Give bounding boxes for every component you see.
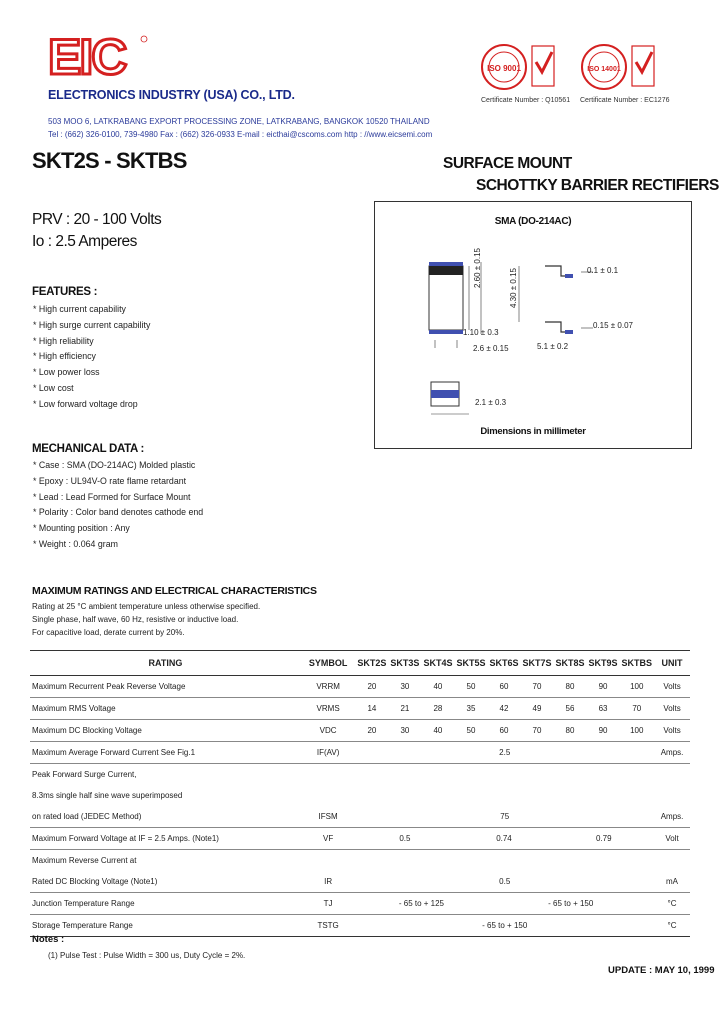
row-label: Maximum Average Forward Current See Fig.1 <box>30 742 301 764</box>
cell-value: 30 <box>388 676 421 698</box>
package-drawing <box>405 252 655 422</box>
cert1-seal-label: ISO 9001 <box>487 64 521 73</box>
table-row-vf <box>30 828 690 850</box>
package-outline-box <box>374 201 692 449</box>
cell-value: 14 <box>355 698 388 720</box>
cell-value: 60 <box>487 676 520 698</box>
row-label: on rated load (JEDEC Method) <box>30 806 301 828</box>
row-label: 8.3ms single half sine wave superimposed <box>32 791 183 800</box>
row-symbol: VDC <box>301 720 356 742</box>
mechanical-item: * Lead : Lead Formed for Surface Mount <box>33 490 203 506</box>
cell-value: 63 <box>587 698 620 720</box>
feature-item: * High reliability <box>33 334 150 350</box>
logo-text: EIC <box>48 34 126 80</box>
cell-value: 35 <box>454 698 487 720</box>
package-name: SMA (DO-214AC) <box>494 216 572 227</box>
mechanical-item: * Polarity : Color band denotes cathode end <box>33 505 203 521</box>
row-label: Maximum RMS Voltage <box>30 698 301 720</box>
table-row-ir-2 <box>30 871 690 893</box>
row-symbol: IF(AV) <box>301 742 356 764</box>
feature-item: * High surge current capability <box>33 318 150 334</box>
cell-value: 70 <box>620 698 655 720</box>
col-header: SKTBS <box>620 651 655 676</box>
cell-value: 0.5 <box>355 828 454 850</box>
row-unit: Volts <box>654 720 690 742</box>
eic-logo <box>48 34 148 80</box>
row-symbol: IFSM <box>301 806 356 828</box>
product-title: SKT2S - SKTBS <box>32 148 187 173</box>
cert2-caption: Certificate Number : EC1276 <box>580 97 670 104</box>
company-contact: Tel : (662) 326-0100, 739-4980 Fax : (662) 326-0933 E-mail : eicthai@cscoms.com http : //www.eicsemi.com <box>48 130 433 139</box>
row-unit: Volts <box>654 676 690 698</box>
table-row-ifav <box>30 742 690 764</box>
note-1: (1) Pulse Test : Pulse Width = 300 us, Duty Cycle = 2%. <box>48 951 246 960</box>
row-label: Maximum Reverse Current at <box>32 856 137 865</box>
cell-value: 20 <box>355 720 388 742</box>
row-label: Storage Temperature Range <box>30 915 301 937</box>
mechanical-item: * Case : SMA (DO-214AC) Molded plastic <box>33 458 203 474</box>
dim-label-8: 2.1 ± 0.3 <box>475 398 507 407</box>
cert2-seal-label: ISO 14001 <box>587 66 621 73</box>
row-symbol: TSTG <box>301 915 356 937</box>
cell-value: 56 <box>554 698 587 720</box>
cell-value: 80 <box>554 676 587 698</box>
feature-item: * High efficiency <box>33 349 150 365</box>
cell-value: 100 <box>620 720 655 742</box>
ratings-note-1: Rating at 25 °C ambient temperature unless otherwise specified. <box>32 602 261 611</box>
table-row-tj <box>30 893 690 915</box>
row-label: Peak Forward Surge Current, <box>32 770 137 779</box>
cell-value: 50 <box>454 720 487 742</box>
cell-value: 80 <box>554 720 587 742</box>
dimension-caption: Dimensions in millimeter <box>480 426 586 437</box>
col-header: RATING <box>30 651 301 676</box>
cell-value: 49 <box>520 698 553 720</box>
feature-item: * High current capability <box>33 302 150 318</box>
row-label: Maximum DC Blocking Voltage <box>30 720 301 742</box>
cell-value: 40 <box>421 720 454 742</box>
mechanical-item: * Weight : 0.064 gram <box>33 537 203 553</box>
cell-value: 90 <box>587 720 620 742</box>
cell-value: 42 <box>487 698 520 720</box>
cell-value: 70 <box>520 676 553 698</box>
features-list <box>33 302 150 413</box>
cell-value: 0.79 <box>554 828 655 850</box>
cell-value: 100 <box>620 676 655 698</box>
cell-value: 40 <box>421 676 454 698</box>
row-label: Junction Temperature Range <box>30 893 301 915</box>
col-header: SKT9S <box>587 651 620 676</box>
table-row-ifsm-2 <box>30 785 690 806</box>
dim-label-2: 4.30 ± 0.15 <box>509 268 518 308</box>
col-header: UNIT <box>654 651 690 676</box>
dim-label-6: 0.15 ± 0.07 <box>593 321 633 330</box>
dim-label-5: 0.1 ± 0.1 <box>587 266 619 275</box>
mechanical-item: * Epoxy : UL94V-O rate flame retardant <box>33 474 203 490</box>
table-row-ir-1 <box>30 850 690 872</box>
row-unit: mA <box>654 871 690 893</box>
product-subtitle-1: SURFACE MOUNT <box>443 155 572 172</box>
cell-value: 20 <box>355 676 388 698</box>
col-header: SKT7S <box>520 651 553 676</box>
feature-item: * Low cost <box>33 381 150 397</box>
cell-value: 21 <box>388 698 421 720</box>
cell-value: 0.5 <box>355 871 654 893</box>
cell-value: 75 <box>355 806 654 828</box>
cell-value: 0.74 <box>454 828 553 850</box>
row-symbol: VRRM <box>301 676 356 698</box>
cell-value: 60 <box>487 720 520 742</box>
cell-value: 28 <box>421 698 454 720</box>
table-row-ifsm-3 <box>30 806 690 828</box>
table-row-vdc <box>30 720 690 742</box>
row-unit: Volts <box>654 698 690 720</box>
row-unit: °C <box>654 915 690 937</box>
table-row-vrms <box>30 698 690 720</box>
dim-label-1: 2.60 ± 0.15 <box>473 248 482 288</box>
cell-value: 90 <box>587 676 620 698</box>
mechanical-heading: MECHANICAL DATA : <box>32 443 145 455</box>
cell-value: 2.5 <box>355 742 654 764</box>
row-label: Maximum Recurrent Peak Reverse Voltage <box>30 676 301 698</box>
row-unit: Volt <box>654 828 690 850</box>
dim-label-3: 1.10 ± 0.3 <box>463 328 499 337</box>
col-header: SKT8S <box>554 651 587 676</box>
row-symbol: IR <box>301 871 356 893</box>
cert1-caption: Certificate Number : Q10561 <box>481 97 571 104</box>
iso9001-certificate-seal <box>480 42 564 92</box>
dim-label-7: 5.1 ± 0.2 <box>537 342 569 351</box>
col-header: SYMBOL <box>301 651 356 676</box>
dim-label-4: 2.6 ± 0.15 <box>473 344 509 353</box>
col-header: SKT2S <box>355 651 388 676</box>
mechanical-item: * Mounting position : Any <box>33 521 203 537</box>
col-header: SKT4S <box>421 651 454 676</box>
table-row-ifsm-1 <box>30 764 690 786</box>
row-unit: Amps. <box>654 806 690 828</box>
ratings-note-3: For capacitive load, derate current by 20%. <box>32 628 185 637</box>
row-unit: Amps. <box>654 742 690 764</box>
cell-value: 70 <box>520 720 553 742</box>
product-subtitle-2: SCHOTTKY BARRIER RECTIFIERS <box>476 177 719 194</box>
update-date: UPDATE : MAY 10, 1999 <box>608 965 715 976</box>
row-symbol: VRMS <box>301 698 356 720</box>
cell-value: - 65 to + 125 <box>355 893 487 915</box>
col-header: SKT6S <box>487 651 520 676</box>
company-name: ELECTRONICS INDUSTRY (USA) CO., LTD. <box>48 88 295 102</box>
row-unit: °C <box>654 893 690 915</box>
row-symbol: TJ <box>301 893 356 915</box>
company-address: 503 MOO 6, LATKRABANG EXPORT PROCESSING ZONE, LATKRABANG, BANGKOK 10520 THAILAND <box>48 117 430 126</box>
io-spec: Io : 2.5 Amperes <box>32 233 137 250</box>
iso14001-certificate-seal <box>580 42 664 92</box>
table-header-row <box>30 651 690 676</box>
cell-value: - 65 to + 150 <box>355 915 654 937</box>
cell-value: - 65 to + 150 <box>487 893 654 915</box>
row-label: Maximum Forward Voltage at IF = 2.5 Amps. (Note1) <box>30 828 301 850</box>
cell-value: 50 <box>454 676 487 698</box>
notes-heading: Notes : <box>32 934 65 945</box>
col-header: SKT5S <box>454 651 487 676</box>
table-row-vrrm <box>30 676 690 698</box>
ratings-table <box>30 650 690 937</box>
mechanical-list <box>33 458 203 553</box>
row-label: Rated DC Blocking Voltage (Note1) <box>30 871 301 893</box>
ratings-note-2: Single phase, half wave, 60 Hz, resistive or inductive load. <box>32 615 239 624</box>
col-header: SKT3S <box>388 651 421 676</box>
features-heading: FEATURES : <box>32 286 98 298</box>
table-row-tstg <box>30 915 690 937</box>
cell-value: 30 <box>388 720 421 742</box>
feature-item: * Low power loss <box>33 365 150 381</box>
prv-spec: PRV : 20 - 100 Volts <box>32 211 162 228</box>
row-symbol: VF <box>301 828 356 850</box>
feature-item: * Low forward voltage drop <box>33 397 150 413</box>
ratings-heading: MAXIMUM RATINGS AND ELECTRICAL CHARACTERISTICS <box>32 585 317 597</box>
